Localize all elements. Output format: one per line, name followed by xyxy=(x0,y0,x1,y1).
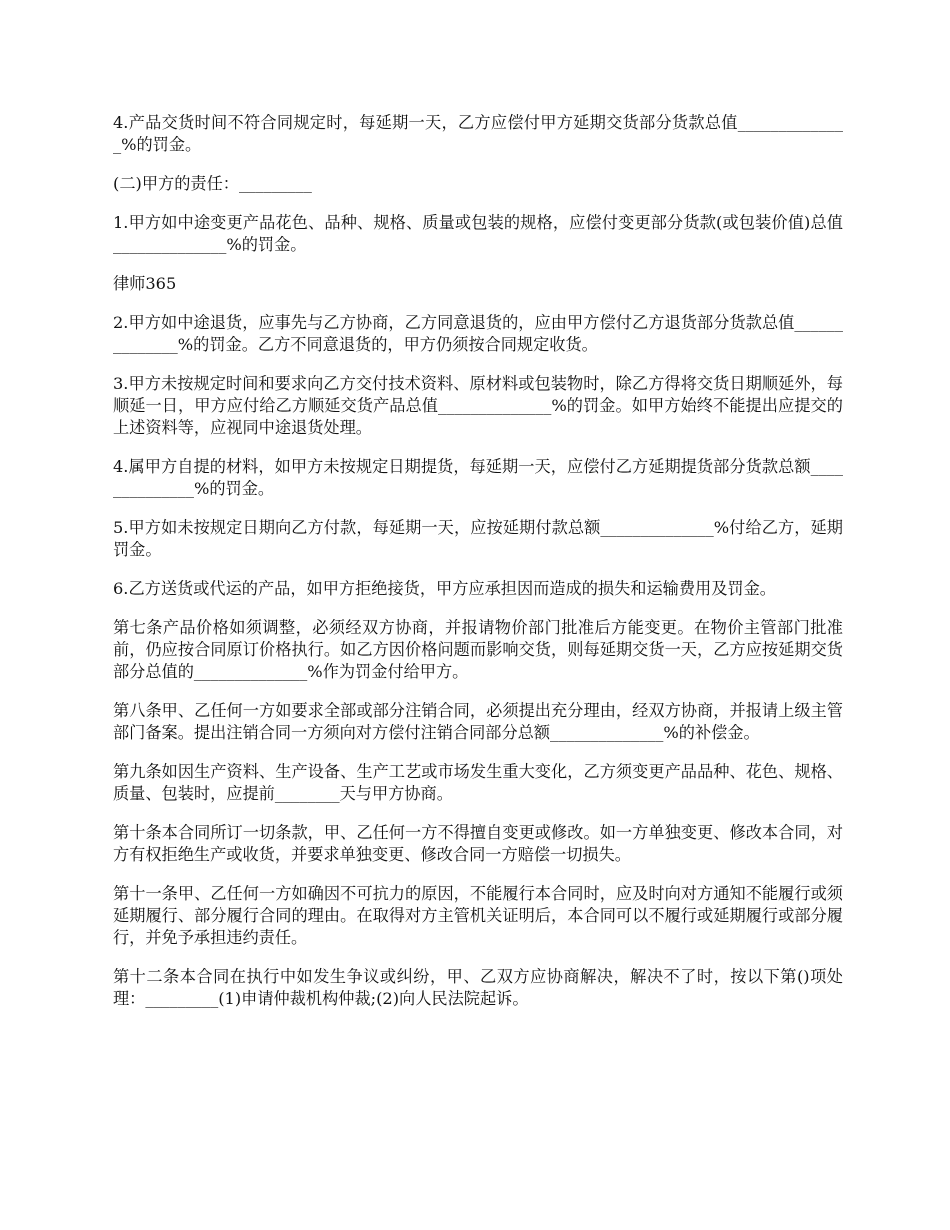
paragraph-payment-penalty: 5.甲方如未按规定日期向乙方付款，每延期一天，应按延期付款总额______________%付给乙方，延期罚金。 xyxy=(113,518,843,559)
article-9: 第九条如因生产资料、生产设备、生产工艺或市场发生重大变化，乙方须变更产品品种、花色、规格、质量、包装时，应提前________天与甲方协商。 xyxy=(113,762,843,803)
document-body xyxy=(113,112,843,1027)
paragraph-materials-penalty: 3.甲方未按规定时间和要求向乙方交付技术资料、原材料或包装物时，除乙方得将交货日期顺延外，每顺延一日，甲方应付给乙方顺延交货产品总值______________%的罚金。如甲方始终不能提出应提交的上述资料等，应视同中途退货处理。 xyxy=(113,374,843,437)
paragraph-return-penalty: 2.甲方如中途退货，应事先与乙方协商，乙方同意退货的，应由甲方偿付乙方退货部分货款总值______________%的罚金。乙方不同意退货的，甲方仍须按合同规定收货。 xyxy=(113,313,843,354)
article-10: 第十条本合同所订一切条款，甲、乙任何一方不得擅自变更或修改。如一方单独变更、修改本合同，对方有权拒绝生产或收货，并要求单独变更、修改合同一方赔偿一切损失。 xyxy=(113,823,843,864)
watermark-text: 律师365 xyxy=(113,274,177,293)
article-8: 第八条甲、乙任何一方如要求全部或部分注销合同，必须提出充分理由，经双方协商，并报请上级主管部门备案。提出注销合同一方须向对方偿付注销合同部分总额______________%的补偿金。 xyxy=(113,701,843,742)
article-11: 第十一条甲、乙任何一方如确因不可抗力的原因，不能履行本合同时，应及时向对方通知不能履行或须延期履行、部分履行合同的理由。在取得对方主管机关证明后，本合同可以不履行或延期履行或部分履行，并免予承担违约责任。 xyxy=(113,884,843,947)
paragraph-delivery-penalty: 4.产品交货时间不符合同规定时，每延期一天，乙方应偿付甲方延期交货部分货款总值______________%的罚金。 xyxy=(113,113,843,154)
paragraph-change-penalty: 1.甲方如中途变更产品花色、品种、规格、质量或包装的规格，应偿付变更部分货款(或包装价值)总值______________%的罚金。 xyxy=(113,213,843,254)
article-7: 第七条产品价格如须调整，必须经双方协商，并报请物价部门批准后方能变更。在物价主管部门批准前，仍应按合同原订价格执行。如乙方因价格问题而影响交货，则每延期交货一天，乙方应按延期交货部分总值的______________%作为罚金付给甲方。 xyxy=(113,618,843,681)
section-heading-party-a-responsibility: (二)甲方的责任：_________ xyxy=(113,174,312,193)
article-12: 第十二条本合同在执行中如发生争议或纠纷，甲、乙双方应协商解决，解决不了时，按以下第()项处理：_________(1)申请仲裁机构仲裁;(2)向人民法院起诉。 xyxy=(113,967,843,1008)
paragraph-pickup-penalty: 4.属甲方自提的材料，如甲方未按规定日期提货，每延期一天，应偿付乙方延期提货部分货款总额______________%的罚金。 xyxy=(113,457,843,498)
paragraph-refusal-penalty: 6.乙方送货或代运的产品，如甲方拒绝接货，甲方应承担因而造成的损失和运输费用及罚金。 xyxy=(113,579,776,598)
